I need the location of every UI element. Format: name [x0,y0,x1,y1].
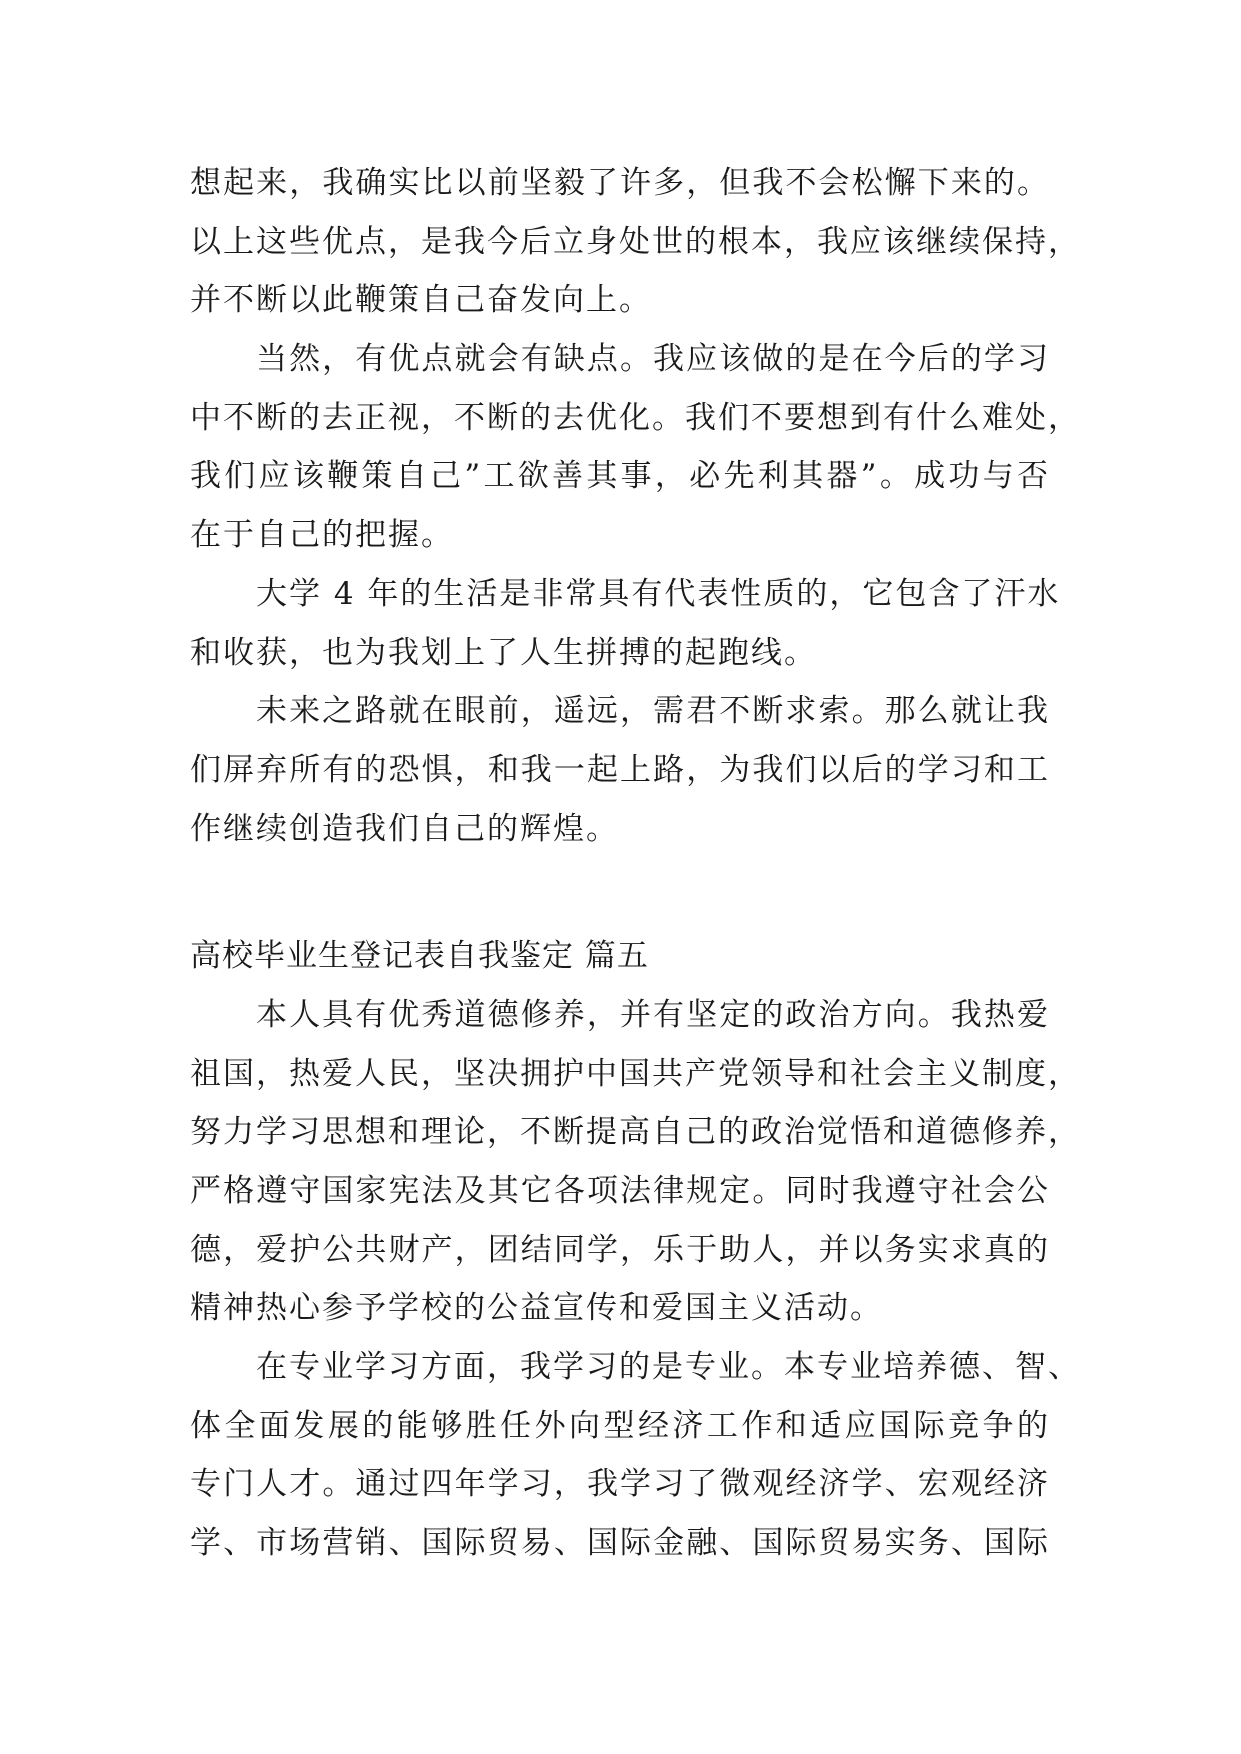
text-line: 当然，有优点就会有缺点。我应该做的是在今后的学习 [256,341,1050,378]
text-line: 在于自己的把握。 [190,517,454,554]
text-line: 并不断以此鞭策自己奋发向上。 [190,282,652,319]
text-line: 精神热心参予学校的公益宣传和爱国主义活动。 [190,1290,883,1327]
text-line: 严格遵守国家宪法及其它各项法律规定。同时我遵守社会公 [190,1173,1050,1209]
text-line: 努力学习思想和理论，不断提高自己的政治觉悟和道德修养， [190,1114,1081,1151]
text-line: 中不断的去正视，不断的去优化。我们不要想到有什么难处， [190,399,1081,436]
text-line: 在专业学习方面，我学习的是专业。本专业培养德、智、 [256,1349,1081,1386]
section-heading: 高校毕业生登记表自我鉴定 篇五 [190,938,649,975]
text-line: 们屏弃所有的恐惧，和我一起上路，为我们以后的学习和工 [190,751,1050,788]
text-line: 德，爱护公共财产，团结同学，乐于助人，并以务实求真的 [190,1231,1050,1268]
text-line: 祖国，热爱人民，坚决拥护中国共产党领导和社会主义制度， [190,1055,1081,1092]
text-line: 专门人才。通过四年学习，我学习了微观经济学、宏观经济 [190,1466,1050,1503]
text-line: 大学 4 年的生活是非常具有代表性质的，它包含了汗水 [256,575,1061,612]
text-line: 我们应该鞭策自己”工欲善其事，必先利其器”。成功与否 [190,458,1050,495]
text-line: 体全面发展的能够胜任外向型经济工作和适应国际竞争的 [190,1407,1050,1444]
text-line: 作继续创造我们自己的辉煌。 [190,810,619,847]
paragraph-gap [190,858,1050,927]
text-line: 本人具有优秀道德修养，并有坚定的政治方向。我热爱 [256,996,1050,1033]
text-line: 想起来，我确实比以前坚毅了许多，但我不会松懈下来的。 [190,165,1050,201]
text-line: 未来之路就在眼前，遥远，需君不断求索。那么就让我 [256,693,1050,730]
text-line: 学、市场营销、国际贸易、国际金融、国际贸易实务、国际 [190,1525,1050,1562]
text-line: 以上这些优点，是我今后立身处世的根本，我应该继续保持， [190,223,1081,260]
text-line: 和收获，也为我划上了人生拼搏的起跑线。 [190,634,817,671]
document-body [190,154,1081,1573]
